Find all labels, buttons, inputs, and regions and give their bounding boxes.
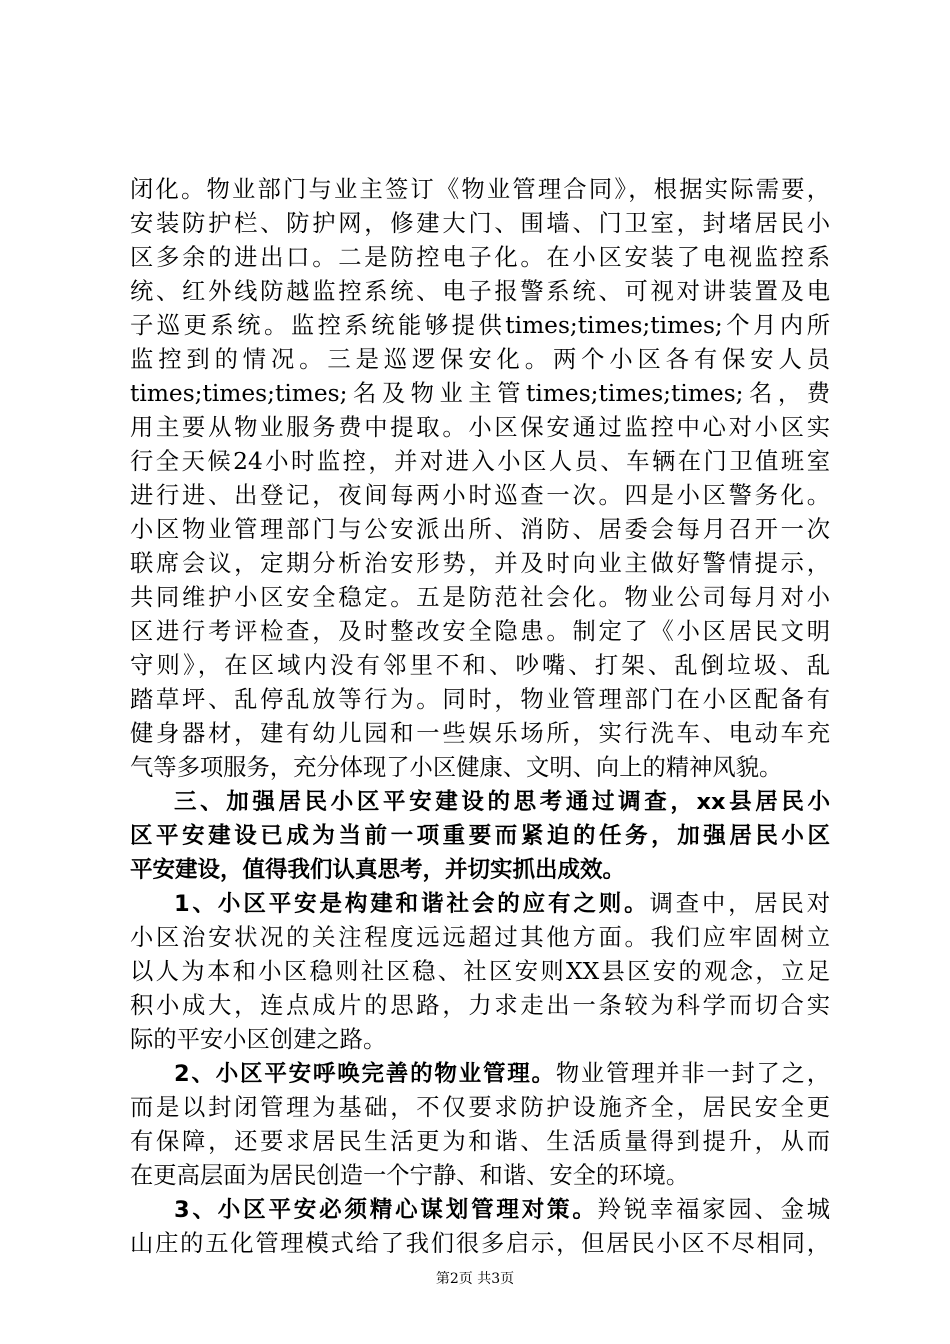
paragraph [130, 1057, 830, 1193]
paragraph [130, 1193, 830, 1261]
section-heading-paragraph [130, 785, 830, 887]
text-line: 闭化。物业部门与业主签订《物业管理合同》，根据实际需要， [130, 176, 830, 203]
text-line: 小区物业管理部门与公安派出所、消防、居委会每月召开一次 [130, 516, 830, 543]
text-run: 物业管理并非一封了之， [555, 1060, 831, 1087]
page-footer: 第2页 共3页 [435, 1271, 515, 1287]
text-line: 安装防护栏、防护网，修建大门、围墙、门卫室，封堵居民小 [130, 210, 830, 237]
text-line: 健身器材，建有幼儿园和一些娱乐场所，实行洗车、电动车充 [130, 720, 830, 747]
text-line: 区多余的进出口。二是防控电子化。在小区安装了电视监控系 [130, 244, 830, 271]
text-line: 守则》，在区域内没有邻里不和、吵嘴、打架、乱倒垃圾、乱 [130, 652, 830, 679]
text-line: 有保障，还要求居民生活更为和谐、生活质量得到提升，从而 [130, 1128, 830, 1155]
document-body [130, 173, 830, 1261]
text-line: 平安建设，值得我们认真思考，并切实抓出成效。 [130, 857, 626, 883]
text-line [130, 887, 830, 921]
text-line: 用主要从物业服务费中提取。小区保安通过监控中心对小区实 [130, 414, 830, 441]
paragraph [130, 173, 830, 785]
text-line: 进行进、出登记，夜间每两小时巡查一次。四是小区警务化。 [130, 482, 830, 509]
text-line [130, 1057, 830, 1091]
text-line: 在更高层面为居民创造一个宁静、和谐、安全的环境。 [130, 1162, 690, 1189]
text-line: 区进行考评检查，及时整改安全隐患。制定了《小区居民文明 [130, 618, 830, 645]
text-line: 气等多项服务，充分体现了小区健康、文明、向上的精神风貌。 [130, 754, 783, 781]
text-line: 联席会议，定期分析治安形势，并及时向业主做好警情提示， [130, 550, 830, 577]
text-line: 积小成大，连点成片的思路，力求走出一条较为科学而切合实 [130, 992, 830, 1019]
text-line: 山庄的五化管理模式给了我们很多启示，但居民小区不尽相同， [130, 1230, 830, 1257]
text-line: 际的平安小区创建之路。 [130, 1026, 387, 1053]
text-line: 行全天候24小时监控，并对进入小区人员、车辆在门卫值班室 [130, 448, 830, 475]
text-line: 监控到的情况。三是巡逻保安化。两个小区各有保安人员 [130, 346, 830, 373]
text-line: 区平安建设已成为当前一项重要而紧迫的任务，加强居民小区 [130, 823, 830, 849]
text-line: 以人为本和小区稳则社区稳、社区安则XX县区安的观念，立足 [130, 958, 830, 985]
paragraph-lead: 2、小区平安呼唤完善的物业管理。 [174, 1061, 556, 1087]
text-line: times;times;times;名及物业主管times;times;times;名，费 [130, 380, 830, 407]
text-line: 三、加强居民小区平安建设的思考通过调查，xx县居民小 [174, 789, 830, 815]
text-line: 共同维护小区安全稳定。五是防范社会化。物业公司每月对小 [130, 584, 830, 611]
text-line: 统、红外线防越监控系统、电子报警系统、可视对讲装置及电 [130, 278, 830, 305]
text-run: 羚锐幸福家园、金城 [597, 1196, 831, 1223]
paragraph [130, 887, 830, 1057]
text-line: 而是以封闭管理为基础，不仅要求防护设施齐全，居民安全更 [130, 1094, 830, 1121]
text-line: 子巡更系统。监控系统能够提供times;times;times;个月内所 [130, 312, 830, 339]
text-line: 小区治安状况的关注程度远远超过其他方面。我们应牢固树立 [130, 924, 830, 951]
paragraph-lead: 3、小区平安必须精心谋划管理对策。 [174, 1197, 598, 1223]
text-line: 踏草坪、乱停乱放等行为。同时，物业管理部门在小区配备有 [130, 686, 830, 713]
paragraph-lead: 1、小区平安是构建和谐社会的应有之则。 [174, 891, 650, 917]
text-run: 调查中，居民对 [649, 890, 830, 917]
text-line [130, 1193, 830, 1227]
